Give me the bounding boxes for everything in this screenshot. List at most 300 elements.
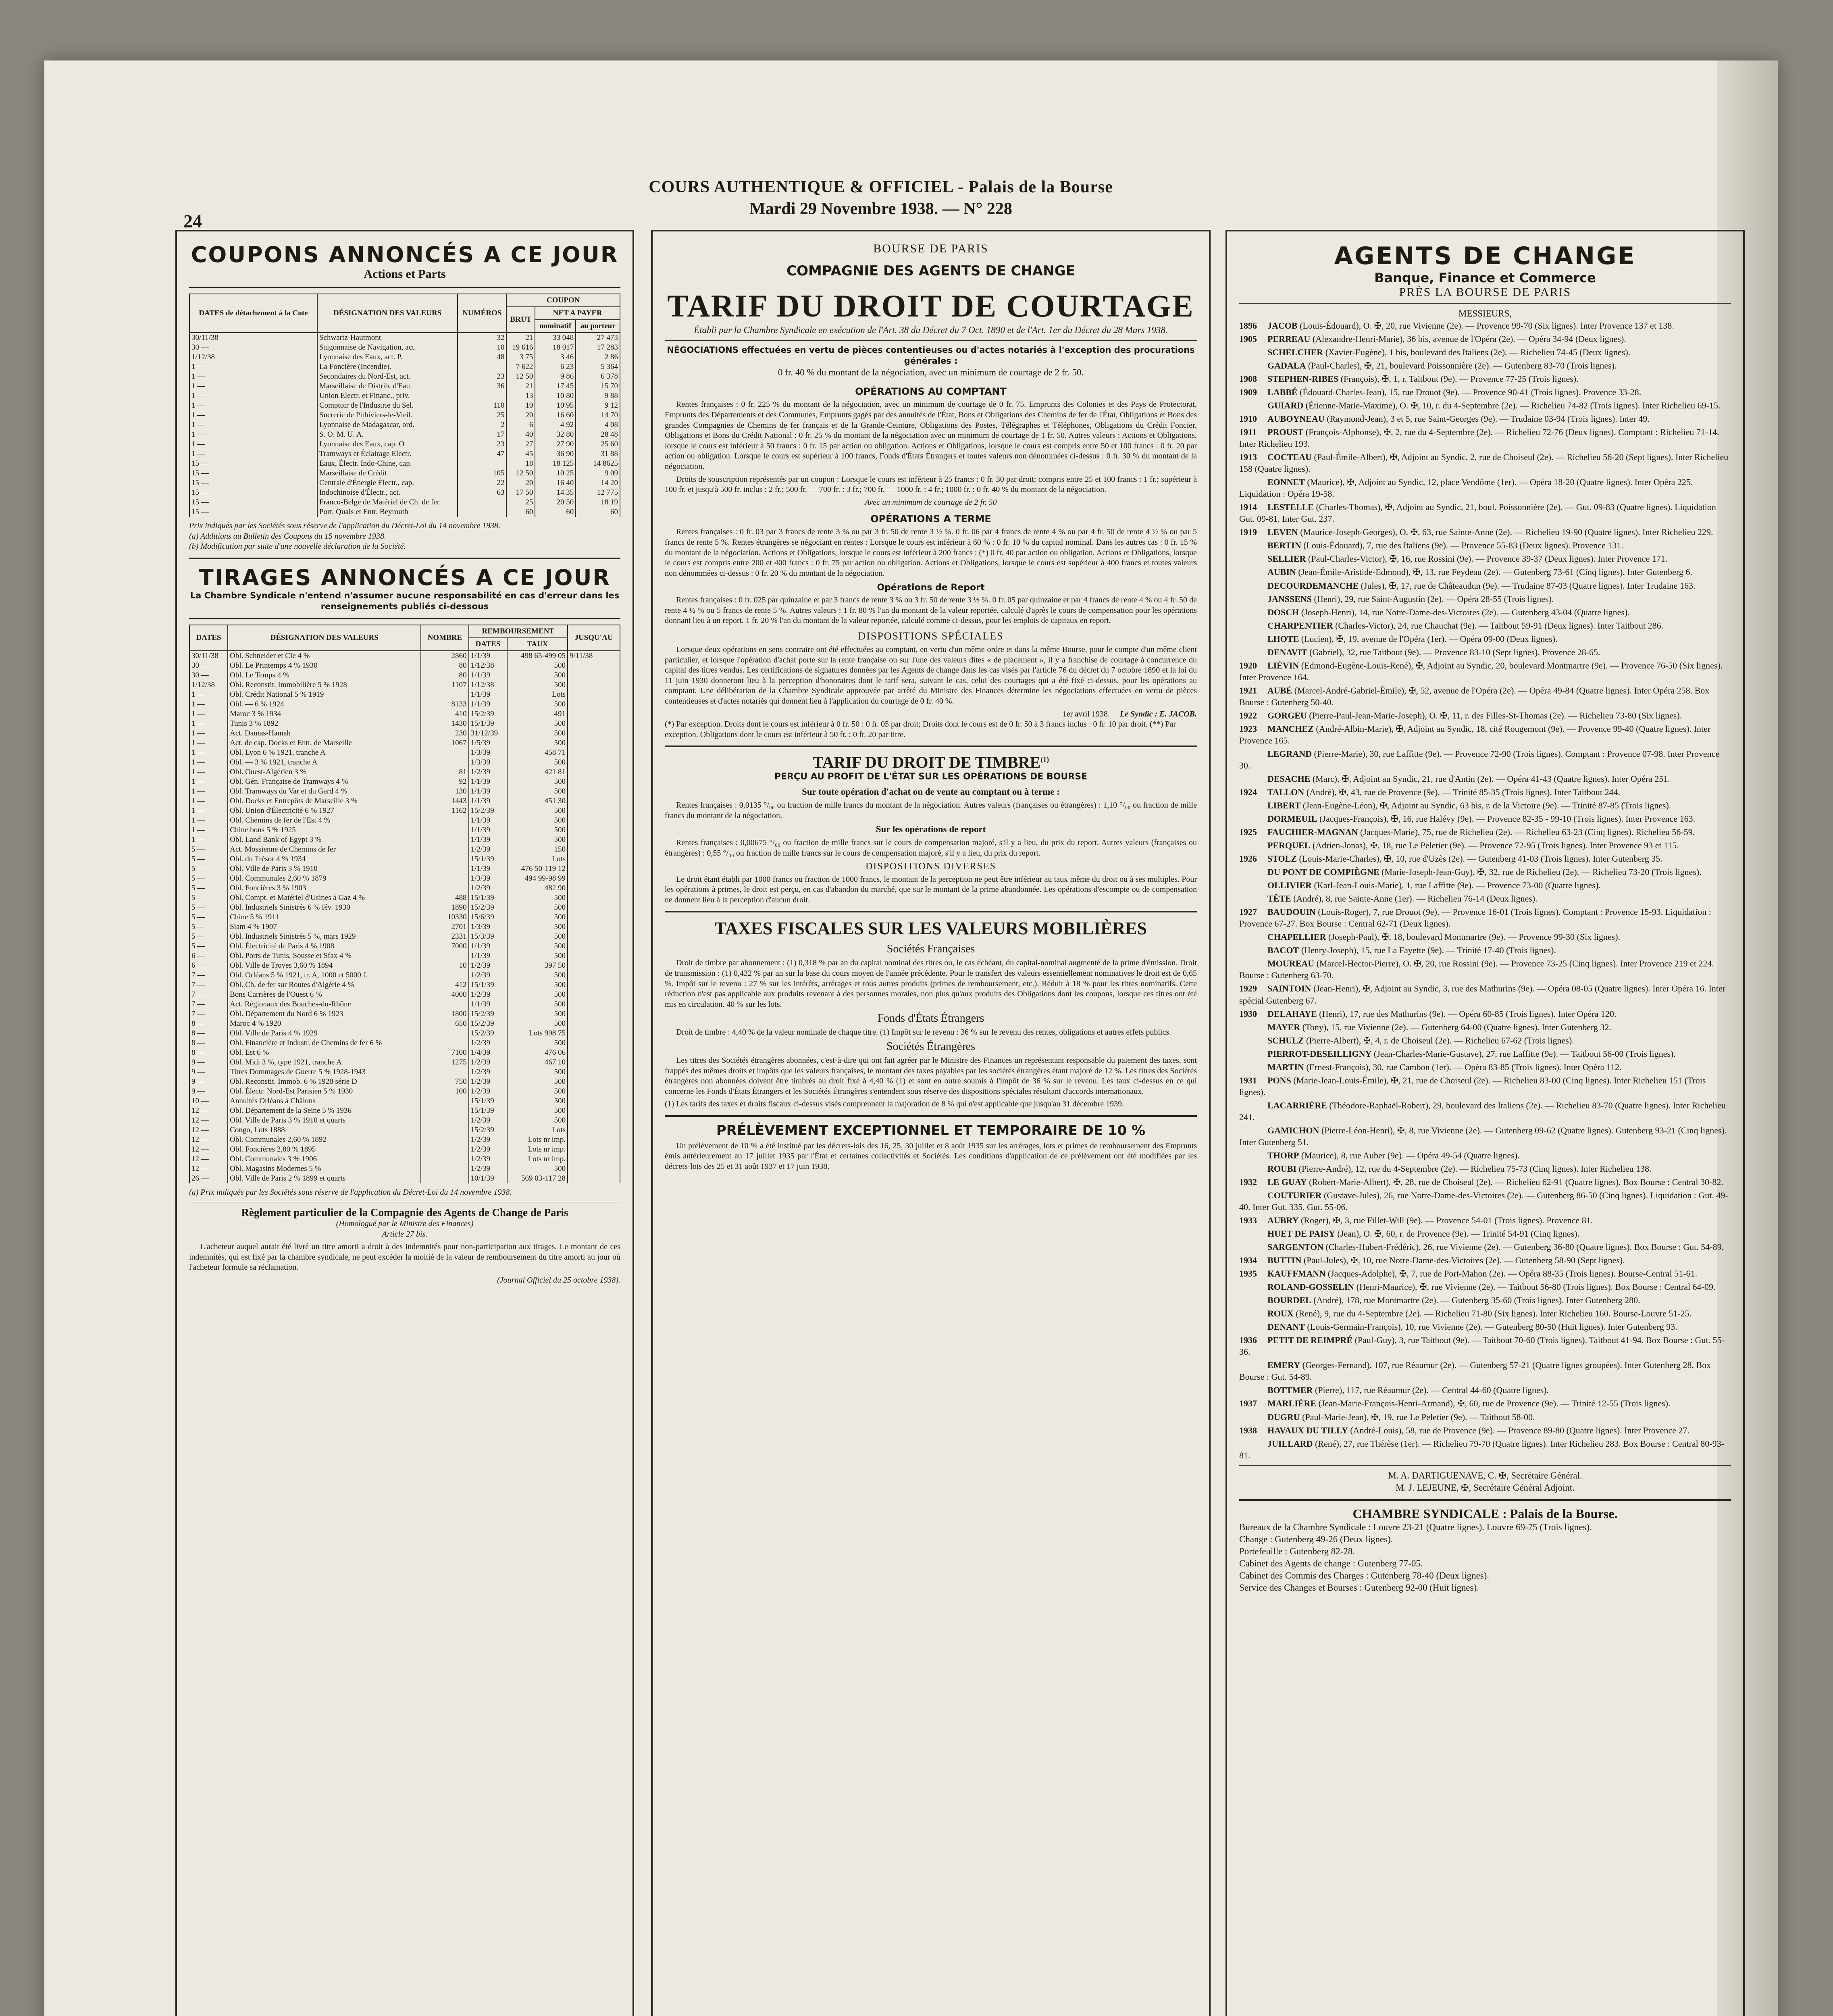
agent-year: 1933 — [1239, 1215, 1257, 1226]
agent-year: 1905 — [1239, 333, 1257, 344]
agent-name: BOTTMER — [1267, 1385, 1313, 1395]
table-cell — [568, 1000, 620, 1009]
agent-entry — [1239, 893, 1731, 904]
table-cell — [421, 748, 468, 758]
agent-year: 1924 — [1239, 787, 1257, 798]
table-cell: 1 — — [189, 748, 228, 758]
table-cell: Lyonnaise des Eaux, act. P. — [317, 352, 458, 362]
agent-year: 1932 — [1239, 1177, 1257, 1187]
agent-name: GAMICHON — [1267, 1125, 1319, 1135]
chambre-title: CHAMBRE SYNDICALE : Palais de la Bourse. — [1352, 1506, 1618, 1521]
agent-name: GADALA — [1267, 360, 1306, 371]
table-cell: 17 50 — [506, 488, 535, 498]
agent-year: 1919 — [1239, 527, 1257, 537]
agent-name: DOSCH — [1267, 607, 1299, 617]
table-cell — [421, 690, 468, 700]
agent-detail: (Robert-Marie-Albert), ✠, 28, rue de Choiseul (2e). — Richelieu 62-91 (Quatre lignes). Box Bourse : Central 30-82. — [1309, 1177, 1723, 1187]
table-cell: 1 — — [189, 709, 228, 719]
table-cell: Obl. — 6 % 1924 — [228, 700, 421, 709]
prelevement-text: Un prélèvement de 10 % a été institué par les décrets-lois des 16, 25, 30 juillet et 8 août 1935 sur les arrérages, lots et primes de remboursement des Emprunts émis antérieurement au 17 juillet 1935 par l'État et certaines collectivités et Sociétés. Les conditions d'application de ce prélèvement ont été modifiées par les décrets-lois des 25 et 31 août 1937 et 17 juin 1938. — [665, 1141, 1197, 1171]
reglement-article: Article 27 bis. — [382, 1229, 428, 1239]
table-cell: 5 — — [189, 893, 228, 903]
agent-entry — [1239, 1438, 1731, 1461]
agent-name: DENAVIT — [1267, 647, 1307, 657]
table-row — [189, 1058, 620, 1067]
agent-year: 1931 — [1239, 1075, 1257, 1085]
agent-year: 1913 — [1239, 452, 1257, 462]
agent-entry — [1239, 944, 1731, 956]
agent-year: 1934 — [1239, 1255, 1257, 1266]
table-cell: Obl. Crédit National 5 % 1919 — [228, 690, 421, 700]
table-cell: 500 — [507, 903, 568, 912]
agent-name: PETIT DE REIMPRÉ — [1267, 1335, 1353, 1345]
agent-name: AUBIN — [1267, 567, 1296, 577]
reglement-subtitle: (Homologué par le Ministre des Finances) — [336, 1219, 474, 1228]
table-cell: Chine bons 5 % 1925 — [228, 825, 421, 835]
agent-detail: (Maurice), 8, rue Auber (9e). — Opéra 49-54 (Quatre lignes). — [1301, 1150, 1520, 1160]
table-cell: 1/1/39 — [469, 941, 508, 951]
table-cell: 15/2/39 — [469, 806, 508, 816]
agent-year: 1910 — [1239, 414, 1257, 424]
agent-entry — [1239, 1163, 1731, 1175]
masthead — [44, 177, 1717, 219]
table-cell — [421, 1154, 468, 1164]
table-cell: 1 — — [189, 816, 228, 825]
table-row — [189, 439, 620, 449]
agent-entry — [1239, 360, 1731, 371]
table-cell: 7 — — [189, 971, 228, 980]
table-cell: 15/1/39 — [469, 893, 508, 903]
agent-name: LACARRIÈRE — [1267, 1100, 1327, 1110]
coupons-col-nominatif: nominatif — [535, 320, 576, 333]
agent-detail: (Paul-Émile-Albert), ✠, Adjoint au Syndic, 2, rue de Choiseul (2e). — Richelieu 56-20 (Sept lignes). Inter Richelieu 158 (Quatre lignes). — [1239, 452, 1729, 474]
table-cell — [568, 893, 620, 903]
agent-name: MOUREAU — [1267, 958, 1315, 969]
table-row — [189, 690, 620, 700]
table-cell: 500 — [507, 1096, 568, 1106]
table-cell: 27 90 — [535, 439, 576, 449]
agent-entry — [1239, 1294, 1731, 1306]
table-cell: 500 — [507, 680, 568, 690]
table-cell: Act. de cap. Docks et Entr. de Marseille — [228, 738, 421, 748]
table-cell: 1 — — [189, 719, 228, 729]
table-cell: 1 — — [189, 806, 228, 816]
table-cell: Obl. Ports de Tunis, Sousse et Sfax 4 % — [228, 951, 421, 961]
table-row — [189, 1164, 620, 1174]
courtage-header-2: COMPAGNIE DES AGENTS DE CHANGE — [786, 263, 1075, 279]
table-cell: 18 125 — [535, 459, 576, 469]
table-row — [189, 1048, 620, 1058]
table-row — [189, 787, 620, 796]
table-cell: 150 — [507, 845, 568, 854]
table-row — [189, 893, 620, 903]
table-cell: 421 81 — [507, 767, 568, 777]
table-cell: Lots nr imp. — [507, 1135, 568, 1145]
table-cell: 1 — — [189, 690, 228, 700]
table-cell: 1 — — [189, 391, 317, 401]
table-cell: 1107 — [421, 680, 468, 690]
tirages-title: TIRAGES ANNONCÉS A CE JOUR — [198, 564, 611, 590]
table-cell: 1/1/39 — [469, 671, 508, 680]
table-cell: 10 80 — [535, 391, 576, 401]
table-cell: Obl. Compt. et Matériel d'Usines à Gaz 4 % — [228, 893, 421, 903]
agent-name: MANCHEZ — [1267, 723, 1314, 734]
table-cell: 25 — [458, 410, 506, 420]
table-row — [189, 777, 620, 787]
table-cell: 500 — [507, 1019, 568, 1029]
agent-name: DUGRU — [1267, 1412, 1300, 1422]
table-cell: 15/2/39 — [469, 1009, 508, 1019]
tirages-col-remboursement: REMBOURSEMENT — [469, 625, 568, 638]
table-cell: Obl. Foncières 2,80 % 1895 — [228, 1145, 421, 1154]
table-cell — [568, 1125, 620, 1135]
table-cell: 1 — — [189, 787, 228, 796]
agent-detail: (Louis-Édouard), O. ✠, 20, rue Vivienne (2e). — Provence 99-70 (Six lignes). Inter Provence 137 et 138. — [1300, 320, 1674, 331]
taxes-footnote: (1) Les tarifs des taxes et droits fiscaux ci-dessus visés comprennent la majoration de 8 % qui n'est applicable que jusqu'au 31 décembre 1939. — [665, 1100, 1124, 1109]
table-cell: 21 — [506, 333, 535, 343]
agent-entry — [1239, 826, 1731, 838]
agent-name: SCHELCHER — [1267, 347, 1323, 357]
table-cell: 110 — [458, 401, 506, 410]
table-cell — [568, 941, 620, 951]
table-cell: Siam 4 % 1907 — [228, 922, 421, 932]
agent-year: 1896 — [1239, 320, 1257, 331]
table-cell: 30 — — [189, 343, 317, 352]
table-cell: 14 70 — [576, 410, 620, 420]
table-cell: Obl. du Trésor 4 % 1934 — [228, 854, 421, 864]
agent-year: 1937 — [1239, 1398, 1257, 1409]
taxes-societes-fr: Sociétés Françaises — [886, 943, 975, 956]
table-row — [189, 507, 620, 517]
agent-detail: (Pierre-André), 12, rue du 4-Septembre (2e). — Richelieu 75-73 (Cinq lignes). Inter Richelieu 138. — [1298, 1163, 1652, 1174]
table-cell: 18 017 — [535, 343, 576, 352]
table-cell: 23 — [458, 372, 506, 381]
table-row — [189, 478, 620, 488]
agent-entry — [1239, 1241, 1731, 1253]
table-cell: 15/1/39 — [469, 1106, 508, 1116]
table-cell: 1 — — [189, 777, 228, 787]
table-cell: Bons Carrières de l'Ouest 6 % — [228, 990, 421, 1000]
courtage-negociations: NÉGOCIATIONS effectuées en vertu de pièces contentieuses ou d'actes notariés à l'exception des procurations générales : — [667, 345, 1195, 366]
table-cell — [421, 816, 468, 825]
table-cell: 5 — — [189, 883, 228, 893]
table-cell: 100 — [421, 1087, 468, 1096]
table-row — [189, 381, 620, 391]
agent-entry — [1239, 710, 1731, 721]
agent-detail: (Pierre), 117, rue Réaumur (2e). — Central 44-60 (Quatre lignes). — [1315, 1385, 1549, 1395]
reglement-title: Règlement particulier de la Compagnie des Agents de Change de Paris — [241, 1206, 568, 1218]
table-cell: Saigonnaise de Navigation, act. — [317, 343, 458, 352]
agent-name: EMERY — [1267, 1360, 1300, 1370]
table-cell: 1 — — [189, 835, 228, 845]
tirages-col-nombre: NOMBRE — [421, 625, 468, 651]
agent-detail: (Alexandre-Henri-Marie), 36 bis, avenue de l'Opéra (2e). — Opéra 34-94 (Deux lignes). — [1312, 333, 1626, 344]
agent-detail: (François), ✠, 1, r. Taitbout (9e). — Provence 77-25 (Trois lignes). — [1340, 374, 1579, 384]
table-cell: 1/2/39 — [469, 1077, 508, 1087]
table-cell: 1/12/38 — [189, 352, 317, 362]
table-row — [189, 980, 620, 990]
agent-name: CHAPELLIER — [1267, 932, 1326, 942]
agent-entry — [1239, 633, 1731, 645]
agent-entry — [1239, 983, 1731, 1006]
table-cell: 6 — — [189, 951, 228, 961]
agent-detail: (Jean-Émile-Aristide-Edmond), ✠, 13, rue Feydeau (2e). — Gutenberg 73-61 (Cinq lignes). Inter Gutenberg 6. — [1298, 567, 1692, 577]
table-cell: 500 — [507, 1116, 568, 1125]
table-cell: 15 70 — [576, 381, 620, 391]
table-cell — [568, 1048, 620, 1058]
table-cell: 10/1/39 — [469, 1174, 508, 1183]
agent-detail: (Henri), 17, rue des Mathurins (9e). — Opéra 60-85 (Trois lignes). Inter Opéra 120. — [1319, 1008, 1617, 1019]
table-cell: Obl. Tramways du Var et du Gard 4 % — [228, 787, 421, 796]
table-cell: 397 50 — [507, 961, 568, 971]
table-cell: 1443 — [421, 796, 468, 806]
table-cell — [568, 864, 620, 874]
timbre-title-text: TARIF DU DROIT DE TIMBRE — [812, 753, 1041, 772]
agent-entry — [1239, 1254, 1731, 1266]
table-cell: 1890 — [421, 903, 468, 912]
agent-detail: (Charles-Victor), 24, rue Chauchat (9e). — Taitbout 59-91 (Deux lignes). Inter Taitbout 286. — [1335, 620, 1664, 631]
table-cell: Titres Dommages de Guerre 5 % 1928-1943 — [228, 1067, 421, 1077]
table-cell: 105 — [458, 469, 506, 478]
tirages-table — [189, 625, 620, 1183]
table-cell: 60 — [576, 507, 620, 517]
reglement-reference: (Journal Officiel du 25 octobre 1938). — [497, 1275, 620, 1285]
table-cell: 20 — [506, 478, 535, 488]
table-cell: 15/2/39 — [469, 709, 508, 719]
table-cell: Obl. Reconstit. Immob. 6 % 1928 série D — [228, 1077, 421, 1087]
table-cell — [421, 1000, 468, 1009]
coupons-title: COUPONS ANNONCÉS A CE JOUR — [191, 242, 619, 267]
table-cell: Secondaires du Nord-Est, act. — [317, 372, 458, 381]
table-cell: 15/1/39 — [469, 719, 508, 729]
chambre-line: Change : Gutenberg 49-26 (Deux lignes). — [1239, 1534, 1393, 1545]
table-cell: 15/1/39 — [469, 854, 508, 864]
chambre-line: Bureaux de la Chambre Syndicale : Louvre 23-21 (Quatre lignes). Louvre 69-75 (Trois lignes). — [1239, 1522, 1592, 1533]
table-cell: Obl. Foncières 3 % 1903 — [228, 883, 421, 893]
table-cell: 569 03-117 28 — [507, 1174, 568, 1183]
table-cell: Lots nr imp. — [507, 1154, 568, 1164]
agent-entry — [1239, 800, 1731, 811]
table-row — [189, 1145, 620, 1154]
speciales-title: DISPOSITIONS SPÉCIALES — [858, 630, 1004, 642]
agent-detail: (Karl-Jean-Louis-Marie), 1, rue Laffitte (9e). — Provence 73-00 (Quatre lignes). — [1314, 880, 1601, 891]
table-cell — [421, 951, 468, 961]
chambre-line: Cabinet des Agents de change : Gutenberg 77-05. — [1239, 1558, 1423, 1569]
table-cell: 10 — [421, 961, 468, 971]
table-cell: 1/1/39 — [469, 787, 508, 796]
agent-detail: (Lucien), ✠, 19, avenue de l'Opéra (1er). — Opéra 09-00 (Deux lignes). — [1301, 633, 1558, 644]
table-row — [189, 1067, 620, 1077]
agent-name: KAUFFMANN — [1267, 1268, 1326, 1279]
table-cell: 5 364 — [576, 362, 620, 372]
agent-entry — [1239, 1268, 1731, 1279]
agent-entry — [1239, 580, 1731, 591]
agent-entry — [1239, 539, 1731, 551]
table-cell — [568, 922, 620, 932]
agent-entry — [1239, 526, 1731, 538]
table-row — [189, 932, 620, 941]
agent-detail: (Paul-Charles), ✠, 21, boulevard Poissonnière (2e). — Gutenberg 83-70 (Trois lignes). — [1308, 360, 1617, 371]
table-cell: 31 88 — [576, 449, 620, 459]
table-row — [189, 1029, 620, 1038]
table-cell: 6 378 — [576, 372, 620, 381]
agent-entry — [1239, 566, 1731, 578]
table-cell — [568, 1029, 620, 1038]
table-cell: Port, Quais et Entr. Beyrouth — [317, 507, 458, 517]
agent-entry — [1239, 879, 1731, 891]
table-cell: 451 30 — [507, 796, 568, 806]
table-cell: Obl. Ville de Troyes 3,60 % 1894 — [228, 961, 421, 971]
table-cell — [421, 1174, 468, 1183]
comptant-text: Rentes françaises : 0 fr. 225 % du montant de la négociation, avec un minimum de courtage de 0 fr. 75. Emprunts des Colonies et des Pays de Protectorat, Emprunts des Départements et des Communes, Emprunts gagés par des annuités de l'État, Bons et Obligations des Chemins de fer de l'État, Obligations et Bons des grandes Compagnies de Chemins de fer français et de la Grande-Ceinture, Obligations des Postes, Télégraphes et Téléphones, Obligations du Crédit Foncier, Obligations et Bons du Crédit National : 0 fr. 25 % du montant de la négociation avec un minimum de courtage de 1 fr. 50. Autres valeurs : Actions et Obligations, lorsque le cours est inférieur à 50 francs : 0 fr. 15 par action ou obligation. Actions et Obligations, lorsque le cours est compris entre 50 et 100 francs : 0 fr. 20 par action ou obligation. Lorsque le cours est supérieur à 100 francs, Fonds d'États Étrangers et toutes valeurs non dénommées ci-dessus : 0 fr. 30 % du montant de la négociation. — [665, 400, 1197, 471]
table-cell: 1/2/39 — [469, 1038, 508, 1048]
table-cell: La Foncière (Incendie). — [317, 362, 458, 372]
table-cell: 17 — [458, 430, 506, 439]
table-cell: Lyonnaise des Eaux, cap. O — [317, 439, 458, 449]
agent-entry — [1239, 646, 1731, 658]
agent-entry — [1239, 1411, 1731, 1423]
table-cell: Obl. Midi 3 %, type 1921, tranche A — [228, 1058, 421, 1067]
table-cell: 3 75 — [506, 352, 535, 362]
table-cell: 30/11/38 — [189, 333, 317, 343]
table-cell: Obl. Orléans 5 % 1921, tr. A, 1000 et 5000 f. — [228, 971, 421, 980]
table-cell: 750 — [421, 1077, 468, 1087]
table-cell: Lots nr imp. — [507, 1145, 568, 1154]
agent-entry — [1239, 1425, 1731, 1436]
table-cell: 1/2/39 — [469, 990, 508, 1000]
table-cell: 500 — [507, 971, 568, 980]
table-cell: 500 — [507, 932, 568, 941]
table-row — [189, 1009, 620, 1019]
table-cell: 60 — [535, 507, 576, 517]
agent-detail: (Ernest-François), 30, rue Cambon (1er). — Opéra 83-85 (Trois lignes). Inter Opéra 112. — [1306, 1062, 1622, 1072]
column-coupons-tirages — [175, 230, 634, 2016]
table-cell: 1/12/38 — [469, 661, 508, 671]
agent-year: 1927 — [1239, 907, 1257, 917]
table-cell — [421, 1145, 468, 1154]
table-cell: Obl. Reconstit. Immobilière 5 % 1928 — [228, 680, 421, 690]
table-row — [189, 459, 620, 469]
table-row — [189, 729, 620, 738]
agent-name: EONNET — [1267, 477, 1305, 487]
tirages-subtitle: La Chambre Syndicale n'entend n'assumer aucune responsabilité en cas d'erreur dans les renseignements publiés ci-dessous — [190, 590, 620, 612]
table-cell — [421, 1116, 468, 1125]
agent-entry — [1239, 620, 1731, 631]
masthead-date: Mardi 29 Novembre 1938. — N° 228 — [749, 200, 1012, 218]
table-row — [189, 922, 620, 932]
table-row — [189, 1077, 620, 1087]
table-cell: 8 — — [189, 1038, 228, 1048]
agent-entry — [1239, 1075, 1731, 1098]
table-cell: 1800 — [421, 1009, 468, 1019]
table-row — [189, 1038, 620, 1048]
agent-detail: (Gustave-Jules), 26, rue Notre-Dame-des-Victoires (2e). — Gutenberg 86-50 (Cinq lignes). Liquidation : Gut. 49-40. Inter Gut. 335. Gut. 55-06. — [1239, 1190, 1728, 1212]
table-cell: 500 — [507, 787, 568, 796]
table-cell: 27 — [506, 439, 535, 449]
agent-name: LIBERT — [1267, 800, 1301, 811]
taxes-title: TAXES FISCALES SUR LES VALEURS MOBILIÈRES — [714, 918, 1147, 939]
agent-name: STEPHEN-RIBES — [1267, 374, 1339, 384]
taxes-fonds-title: Fonds d'États Étrangers — [877, 1012, 984, 1025]
agent-entry — [1239, 853, 1731, 864]
agent-detail: (René), 9, rue du 4-Septembre (2e). — Richelieu 71-80 (Six lignes). Inter Richelieu 160. Bourse-Louvre 51-25. — [1296, 1308, 1692, 1319]
table-cell: 25 — [506, 498, 535, 507]
table-cell: 1 — — [189, 372, 317, 381]
agent-detail: (Maurice), ✠, Adjoint au Syndic, 12, place Vendôme (1er). — Opéra 18-20 (Quatre lignes). Inter Opéra 225. Liquidation : Opéra 19-58. — [1239, 477, 1693, 499]
agent-entry — [1239, 476, 1731, 500]
table-cell: 2 — [458, 420, 506, 430]
table-cell: 16 60 — [535, 410, 576, 420]
table-cell: 32 — [458, 333, 506, 343]
table-cell: 491 — [507, 709, 568, 719]
table-row — [189, 1174, 620, 1183]
courtage-signature-line — [665, 709, 1197, 720]
table-cell: 5 — — [189, 874, 228, 883]
table-row — [189, 719, 620, 729]
table-row — [189, 912, 620, 922]
table-row — [189, 767, 620, 777]
table-cell: 15/1/39 — [469, 1096, 508, 1106]
agent-detail: (André-Louis), 58, rue de Provence (9e). — Provence 89-80 (Quatre lignes). Inter Provence 27. — [1350, 1425, 1690, 1435]
agent-entry — [1239, 426, 1731, 450]
table-cell: 2860 — [421, 651, 468, 661]
agent-detail: (Jules), ✠, 17, rue de Châteaudun (9e). — Trudaine 87-03 (Quatre lignes). Inter Trudaine 163. — [1361, 580, 1696, 591]
table-cell: 500 — [507, 1009, 568, 1019]
table-cell: Marseillaise de Crédit — [317, 469, 458, 478]
agent-year: 1920 — [1239, 660, 1257, 671]
table-cell — [568, 874, 620, 883]
table-cell: 7 622 — [506, 362, 535, 372]
table-cell: Comptoir de l'Industrie du Sel. — [317, 401, 458, 410]
agent-detail: (André), ✠, 43, rue de Provence (9e). — Trinité 85-35 (Trois lignes). Inter Taitbout 244. — [1306, 787, 1620, 798]
coupons-col-designation: DÉSIGNATION DES VALEURS — [317, 294, 458, 333]
table-cell: 9 — — [189, 1087, 228, 1096]
table-cell — [568, 1096, 620, 1106]
table-cell: Centrale d'Énergie Électr., cap. — [317, 478, 458, 488]
taxes-text-fr: Droit de timbre par abonnement : (1) 0,318 % par an du capital nominal des titres ou, le cas échéant, du capital-nominal augmenté de la prime d'émission. Droit de transmission : (1) 0,432 % par an sur la base du cours moyen de l'année précédente. Pour le transfert des valeurs essentiellement nominatives le droit est de 0,65 %. Impôt sur le revenu : 27 % sur les intérêts, arrérages et tous autres produits (primes de remboursement, etc.). Réduit à 18 % pour les titres nominatifs. Cette réduction n'est pas applicable aux produits revenant à des personnes morales, non plus qu'aux produits des Obligations dont les coupons, lorsque ces titres ont été mis en circulation. 40 % sur les lots. — [665, 958, 1197, 1009]
table-row — [189, 796, 620, 806]
table-cell: 7100 — [421, 1048, 468, 1058]
coupons-col-porteur: au porteur — [576, 320, 620, 333]
agent-detail: (Jean-Marie-François-Henri-Armand), ✠, 60, rue de Provence (9e). — Trinité 12-55 (Trois lignes). — [1318, 1398, 1671, 1409]
table-cell: 5 — — [189, 912, 228, 922]
table-cell: 30 — — [189, 661, 228, 671]
agent-name: TALLON — [1267, 787, 1305, 798]
table-cell — [421, 758, 468, 767]
table-cell: 33 048 — [535, 333, 576, 343]
table-cell: Obl. Électricité de Paris 4 % 1908 — [228, 941, 421, 951]
table-row — [189, 343, 620, 352]
table-cell — [568, 806, 620, 816]
table-cell: 1 — — [189, 729, 228, 738]
table-cell: Lots — [507, 690, 568, 700]
agent-detail: (Charles-Thomas), ✠, Adjoint au Syndic, 21, boul. Poissonnière (2e). — Gut. 09-83 (Quatre lignes). Liquidation Gut. 09-81. Inter Gut. 237. — [1239, 502, 1716, 524]
tirages-note: (a) Prix indiqués par les Sociétés sous réserve de l'application du Décret-Loi du 14 novembre 1938. — [189, 1188, 512, 1197]
table-cell: 6 — — [189, 961, 228, 971]
table-cell: 650 — [421, 1019, 468, 1029]
table-cell: 15/2/39 — [469, 903, 508, 912]
report-text: Rentes françaises : 0 fr. 025 par quinzaine et par 3 francs de rente 3 % ou 3 fr. 50 de rente 3 ½ %. 0 fr. 05 par quinzaine et par 4 francs de rente 4 % ou 4 fr. 50 de rente 4 ½ % ou 5 francs de rente 5 %. Autres valeurs : 1 fr. 80 % l'an du montant de la valeur reportée, calculé d'après le cours de compensation pour les opérations donnant lieu à un report. 1 fr. 20 % l'an du montant de la valeur reportée, calculé comme ci-dessus, pour les emplois de capitaux en report. — [665, 596, 1197, 625]
table-cell: 23 — [458, 439, 506, 449]
table-cell: 8133 — [421, 700, 468, 709]
table-cell — [568, 758, 620, 767]
table-cell — [568, 680, 620, 690]
table-cell: 500 — [507, 661, 568, 671]
table-cell: 482 90 — [507, 883, 568, 893]
table-cell: 12 — — [189, 1135, 228, 1145]
table-cell: 500 — [507, 980, 568, 990]
courtage-neg-rate: 0 fr. 40 % du montant de la négociation, avec un minimum de courtage de 2 fr. 50. — [778, 367, 1084, 378]
